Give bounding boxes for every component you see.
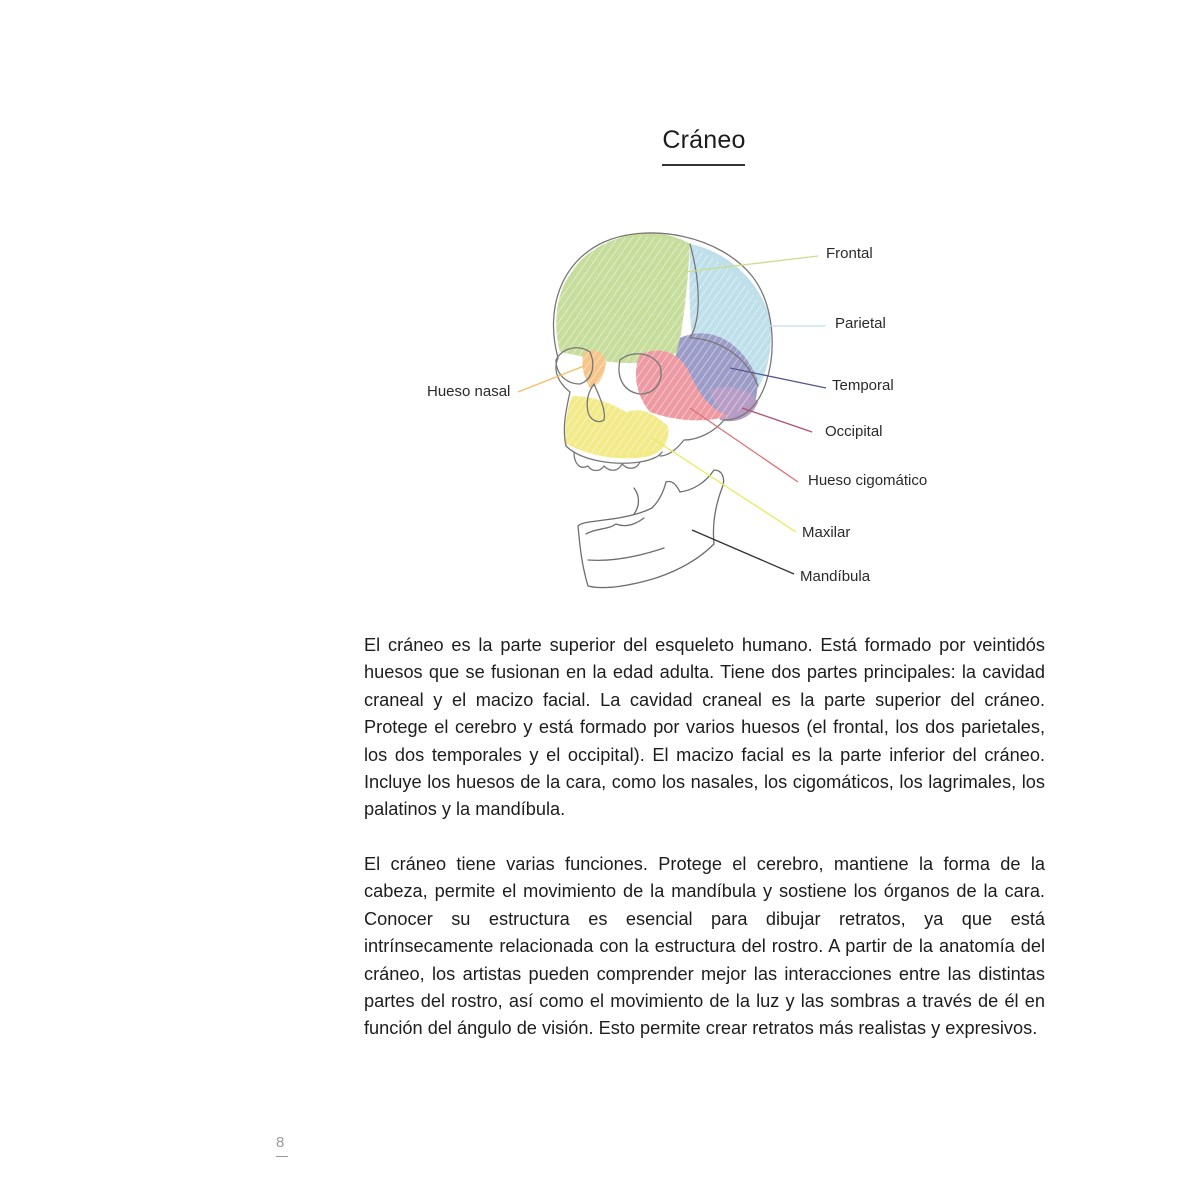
body-paragraph-2: El cráneo tiene varias funciones. Protege el cerebro, mantiene la forma de la cabeza, permite el movimiento de la mandíbula y sostiene los órganos de la cara. Conocer su estructura es esencial para dibujar retratos, ya que está intrínsecamente relacionada con la estructura del rostro. A partir de la anatomía del cráneo, los artistas pueden comprender mejor las interacciones entre las distintas partes del rostro, así como el movimiento de la luz y las sombras a través de él en función del ángulo de visión. Esto permite crear retratos más realistas y expresivos. (364, 854, 1045, 1039)
label-mandibula: Mandíbula (800, 568, 871, 585)
label-parietal: Parietal (835, 315, 886, 332)
occipital-leader (742, 408, 812, 432)
body-paragraph-1: El cráneo es la parte superior del esqueleto humano. Está formado por veintidós huesos que se fusionan en la edad adulta. Tiene dos partes principales: la cavidad craneal y el macizo facial. La cavidad craneal es la parte superior del cráneo. Protege el cerebro y está formado por varios huesos (el frontal, los dos parietales, los dos temporales y el occipital). El macizo facial es la parte inferior del cráneo. Incluye los huesos de la cara, como los nasales, los cigomáticos, los lagrimales, los palatinos y la mandíbula. (364, 635, 1045, 820)
label-temporal: Temporal (832, 377, 894, 394)
page-number-rule (276, 1156, 288, 1157)
mandible-drawing (578, 470, 724, 588)
label-nasal: Hueso nasal (427, 383, 511, 400)
page-number: 8 (276, 1134, 285, 1151)
page-title: Cráneo (662, 126, 746, 154)
label-cigomatico: Hueso cigomático (808, 472, 928, 489)
cigomatico-leader (690, 408, 798, 482)
hatching-overlay (556, 236, 772, 455)
label-maxilar: Maxilar (802, 524, 851, 541)
maxilar-leader (652, 438, 796, 532)
mandibula-leader (692, 530, 794, 574)
label-frontal: Frontal (826, 245, 873, 262)
label-occipital: Occipital (825, 423, 883, 440)
